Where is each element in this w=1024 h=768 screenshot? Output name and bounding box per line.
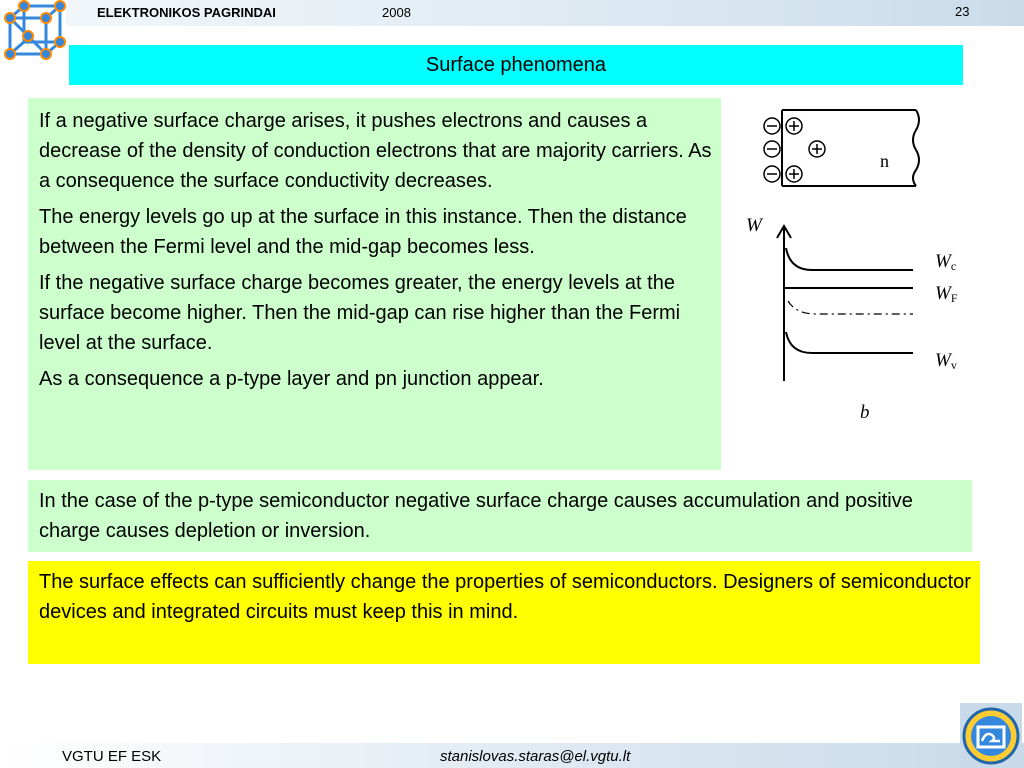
slide-title: Surface phenomena: [69, 45, 963, 85]
paragraph: As a consequence a p-type layer and pn junction appear.: [39, 368, 544, 390]
region-label: n: [880, 151, 889, 171]
conduction-band-line: [786, 248, 913, 270]
paragraph: The energy levels go up at the surface in this instance. Then the distance between the Fermi level and the mid-gap becomes less.: [39, 206, 687, 258]
positive-charge-icon: [786, 118, 825, 182]
cube-logo-icon: [0, 0, 66, 62]
fermi-level-label: WF: [935, 283, 958, 305]
negative-charge-icon: [764, 118, 780, 182]
footer-institution: VGTU EF ESK: [62, 748, 162, 765]
p-type-note-box: [28, 480, 972, 552]
paragraph: If a negative surface charge arises, it pushes electrons and causes a decrease of the density of conduction electrons that are majority carriers. As a consequence the surface conductivity decreases.: [39, 110, 712, 192]
university-logo-icon: [960, 703, 1022, 768]
conduction-band-label: Wc: [935, 251, 957, 273]
paragraph: If the negative surface charge becomes greater, the energy levels at the surface become higher. Then the mid-gap can rise higher than the Fermi level at the surface.: [39, 272, 681, 354]
figure-caption: b: [860, 402, 870, 423]
mid-gap-line: [788, 301, 913, 314]
band-diagram: [730, 98, 1020, 438]
footer-email: stanislovas.staras@el.vgtu.lt: [440, 748, 631, 765]
paragraph: In the case of the p-type semiconductor negative surface charge causes accumulation and positive charge causes depletion or inversion.: [39, 490, 913, 542]
axis-label: W: [746, 215, 762, 236]
highlight-box: [28, 561, 980, 664]
course-title: ELEKTRONIKOS PAGRINDAI: [97, 5, 276, 20]
paragraph: The surface effects can sufficiently change the properties of semiconductors. Designers of semiconductor devices and integrated circuits must keep this in mind.: [39, 571, 971, 623]
valence-band-label: Wv: [935, 350, 957, 372]
explanation-box: [28, 98, 721, 470]
energy-axis: [777, 226, 791, 381]
header-year: 2008: [382, 5, 411, 20]
valence-band-line: [786, 332, 913, 353]
page-number: 23: [955, 4, 970, 19]
